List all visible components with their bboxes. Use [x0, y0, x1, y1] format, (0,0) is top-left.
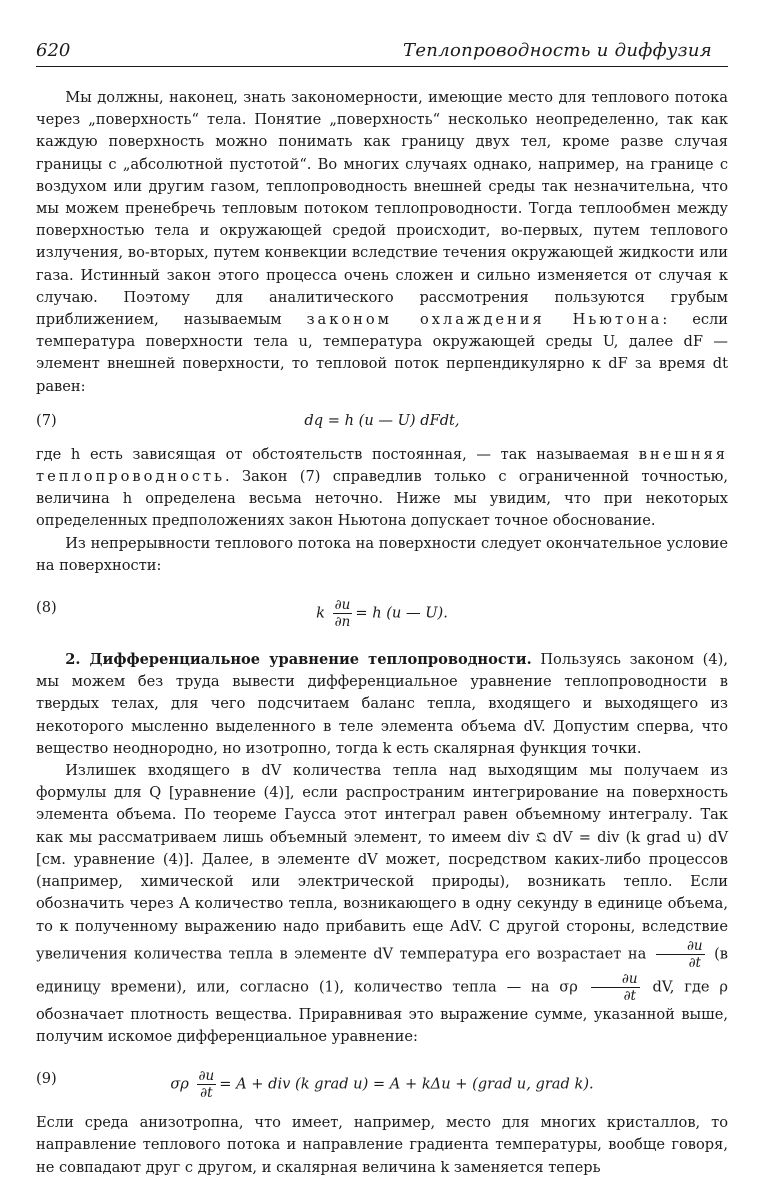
paragraph-text: Излишек входящего в dV количества тепла над выходящим мы получаем из формулы для Q [уравнение (4)], если распространим интегрирование на поверхность элемента объема. По теореме Гаусса этот интеграл равен объемному интегралу. Так как мы рассматриваем лишь объемный элемент, то имеем div 𝔔 dV = div (k grad u) dV [см. уравнение (4)]. Далее, в элементе dV может, посредством каких-либо процессов (например, химической или электрической природы), возникать тепло. Если обозначить через A количество тепла, возникающего в одну секунду в единице объема, то к полученному выражению надо прибавить еще AdV. С другой стороны, вследствие увеличения количества тепла в элементе dV температура его возрастает на — [36, 762, 729, 963]
section-heading: 2. Дифференциальное уравнение теплопроводности. — [65, 651, 532, 669]
paragraph-continuity: Из непрерывности теплового потока на поверхности следует окончательное условие на поверхности: — [36, 534, 728, 574]
fraction-denominator: ∂n — [334, 614, 351, 631]
page-number: 620 — [36, 40, 71, 61]
paragraph-external-conductivity — [36, 444, 728, 533]
equation-9 — [36, 1054, 728, 1106]
fraction — [197, 1068, 217, 1101]
equation-rhs: = A + div (k grad u) = A + kΔu + (grad u, grad k). — [219, 1075, 594, 1093]
paragraph-derivation — [36, 760, 728, 1048]
equation-body — [36, 597, 728, 630]
fraction — [591, 971, 640, 1004]
fraction-denominator: ∂t — [623, 987, 636, 1004]
fraction-numerator: ∂u — [198, 1068, 215, 1085]
fraction-denominator: ∂t — [200, 1085, 213, 1102]
paragraph-anisotropic: Если среда анизотропна, что имеет, например, место для многих кристаллов, то направление теплового потока и направление градиента температуры, вообще говоря, не совпадают друг с другом, и скалярная величина k заменяется теперь — [36, 1114, 728, 1176]
equation-symbol: σρ — [170, 1075, 189, 1093]
fraction-denominator: ∂t — [688, 954, 701, 971]
equation-number: (7) — [36, 411, 57, 429]
equation-number: (8) — [36, 599, 57, 617]
fraction-numerator: ∂u — [591, 971, 640, 988]
equation-symbol: k — [316, 604, 325, 622]
fraction-numerator: ∂u — [334, 597, 351, 614]
page-body — [36, 87, 728, 1179]
paragraph-text: . Закон (7) справедлив только с ограниченной точностью, величина h определена весьма неточно. Ниже мы увидим, что при некоторых определенных предположениях закон Ньютона допускает точное обоснование. — [36, 468, 728, 530]
equation-number: (9) — [36, 1070, 57, 1088]
fraction — [333, 597, 353, 630]
spaced-term-newton-law: законом охлаждения Ньютона — [306, 311, 663, 329]
fraction — [656, 938, 705, 971]
paragraph-text: : если температура поверхности тела u, температура окружающей среды U, далее dF — элемент внешней поверхности, то тепловой поток перпендикулярно к dF за время dt равен: — [36, 311, 729, 395]
spaced-term-external-conductivity: внешняя теплопроводность — [36, 445, 729, 486]
equation-body: dq = h (u — U) dFdt, — [304, 411, 460, 429]
paragraph-section-2 — [36, 649, 728, 760]
paragraph-text: Мы должны, наконец, знать закономерности, имеющие место для теплового потока через „поверхность“ тела. Понятие „поверхность“ несколько неопределенно, так как каждую поверхность можно понимать как границу двух тел, кроме разве случая границы с „абсолютной пустотой“. Во многих случаях однако, например, на границе с воздухом или другим газом, теплопроводность внешней среды так незначительна, что мы можем пренебречь тепловым потоком теплопроводности. Тогда теплообмен между поверхностью тела и окружающей средой происходит, во-первых, путем теплового излучения, во-вторых, путем конвекции вследствие течения окружающей жидкости или газа. Истинный закон этого процесса очень сложен и сильно изменяется от случая к случаю. Поэтому для аналитического рассмотрения пользуются грубым приближением, называемым — [36, 89, 728, 329]
equation-body — [36, 1068, 728, 1101]
equation-7 — [36, 404, 728, 438]
equation-rhs: = h (u — U). — [355, 604, 448, 622]
running-title: Теплопроводность и диффузия — [403, 40, 712, 61]
book-page — [36, 40, 728, 1179]
equation-8 — [36, 583, 728, 635]
paragraph-surface-flux — [36, 87, 728, 398]
paragraph-text: dV, где ρ обозначает плотность вещества. Приравнивая это выражение сумме, указанной выше, получим искомое дифференциальное уравнение: — [36, 978, 729, 1045]
page-header — [36, 40, 728, 67]
fraction-numerator: ∂u — [656, 938, 705, 955]
paragraph-text: Пользуясь законом (4), мы можем без труда вывести дифференциальное уравнение теплопроводности в твердых телах, для чего подсчитаем баланс тепла, входящего и выходящего из некоторого мысленно выделенного в теле элемента объема dV. Допустим сперва, что вещество неоднородно, но изотропно, тогда k есть скалярная функция точки. — [36, 651, 728, 757]
paragraph-text: где h есть зависящая от обстоятельств постоянная, — так называемая — [36, 445, 630, 463]
paragraph-text: (в единицу времени), или, согласно (1), количество тепла — на σρ — [36, 945, 729, 996]
